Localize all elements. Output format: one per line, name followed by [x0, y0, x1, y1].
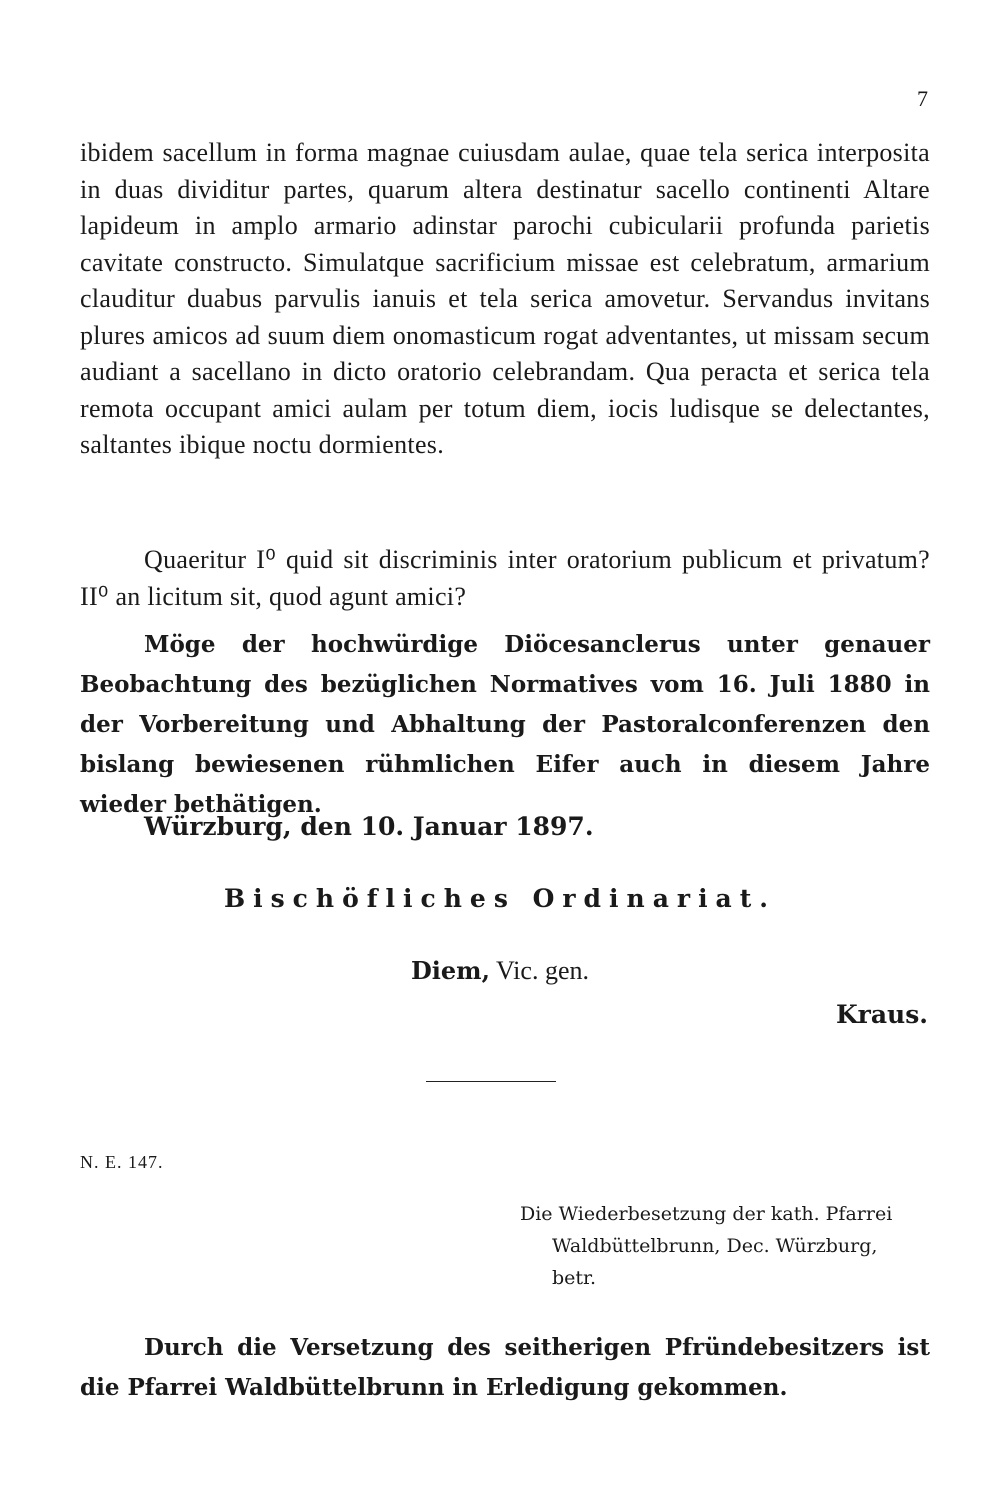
latin-paragraph-case: ibidem sacellum in forma magnae cuiusdam aulae, quae tela serica interposita in duas dividitur partes, quarum altera destinatur sacello continenti Altare lapideum in amplo armario adinstar parochi cubicularii profunda parietis cavitate constructo. Simulatque sacrificium missae est celebratum, armarium clauditur duabus parvulis ianuis et tela serica amovetur. Servandus invitans plures amicos ad suum diem onomasticum rogat adventantes, ut missam secum audiant a sacellano in dicto oratorio celebrandam. Qua peracta et serica tela remota occupant amici aulam per totum diem, iocis ludisque se delectantes, saltantes ibique noctu dormientes. — [80, 138, 930, 459]
date-line: Würzburg, den 10. Januar 1897. — [144, 812, 594, 841]
subject-line: betr. — [552, 1267, 597, 1289]
signature-vicar-title: Vic. gen. — [489, 956, 589, 985]
signature-vicar-name: Diem, — [410, 956, 490, 985]
page-number: 7 — [917, 86, 928, 111]
section-divider — [426, 1081, 556, 1082]
signature-vicar-general — [0, 956, 1000, 986]
latin-paragraph-questions: Quaeritur I⁰ quid sit discriminis inter oratorium publicum et privatum? II⁰ an licitum sit, quod agunt amici? — [80, 545, 930, 611]
subject-line: Die Wiederbesetzung der kath. Pfarrei — [520, 1203, 893, 1225]
issuer-heading: Bischöfliches Ordinariat. — [223, 884, 777, 913]
subject-line: Waldbüttelbrunn, Dec. Würzburg, — [552, 1235, 878, 1257]
subject-block — [520, 1198, 930, 1294]
german-paragraph-instruction: Möge der hochwürdige Diöcesanclerus unter genauer Beobachtung des bezüglichen Normatives vom 16. Juli 1880 in der Vorbereitung und Abhaltung der Pastoralconferenzen den bislang bewiesenen rühmlichen Eifer auch in diesem Jahre wieder bethätigen. — [80, 631, 930, 818]
german-paragraph-vacancy: Durch die Versetzung des seitherigen Pfründebesitzers ist die Pfarrei Waldbüttelbrunn in Erledigung gekommen. — [80, 1334, 930, 1401]
signature-secretary: Kraus. — [835, 1000, 928, 1029]
reference-number: N. E. 147. — [80, 1152, 164, 1172]
